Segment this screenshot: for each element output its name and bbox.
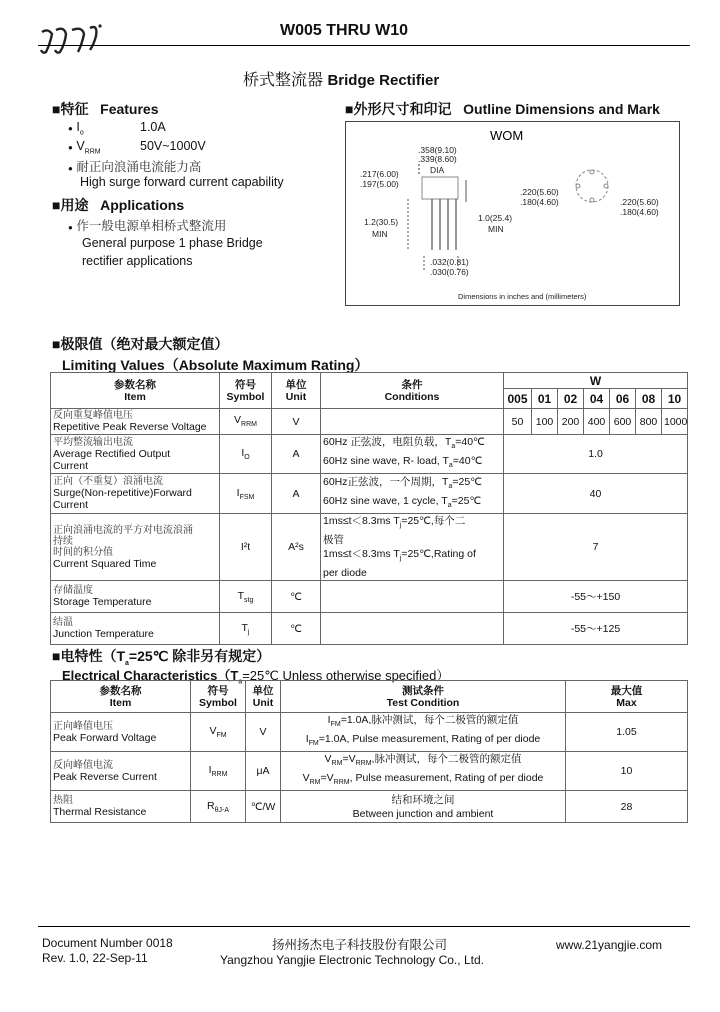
- document-title: W005 THRU W10: [280, 22, 409, 39]
- electrical-heading-cn: ■电特性（$T_a=25℃$ 除非另有规定）: [52, 648, 271, 667]
- suffix-cell: 08: [636, 389, 662, 409]
- subtitle-cn: 桥式整流器: [243, 72, 324, 89]
- package-body: [422, 177, 458, 199]
- dim-label: 1.0(25.4): [478, 213, 513, 223]
- dim-label: .220(5.60): [620, 197, 659, 207]
- outline-heading: [345, 99, 660, 119]
- suffix-cell: 02: [558, 389, 584, 409]
- application-en-2: rectifier applications: [82, 254, 193, 268]
- dim-label: .180(4.60): [520, 197, 559, 207]
- suffix-cell: 10: [662, 389, 688, 409]
- table-row: 正向（不重复）浪涌电流 Surge(Non-repetitive)Forward Current $I_{FSM}$ A 60Hz正弦波，一个周期，$T_a=25℃$ 60Hz sine wave, 1 cycle, $T_a=25℃$ 40: [51, 474, 688, 514]
- limiting-heading-en: Limiting Values（Absolute Maximum Rating）: [62, 357, 369, 373]
- table-row: 正向浪涌电流的平方对电流浪涌 持续 时间的积分值 Current Squared Time I²t A²s 1ms≤t＜8.3ms $T_j=25℃$,每个二 极管 1ms≤t＜8.3ms $T_j=25℃,Rating$ of per diode 7: [51, 514, 688, 581]
- features-heading: [52, 99, 159, 119]
- dim-label: MIN: [488, 224, 504, 234]
- table-row: 存储温度 Storage Temperature $T_{stg}$ ℃ -55～+150: [51, 581, 688, 613]
- dim-label: .030(0.76): [430, 267, 469, 277]
- application-cn: [68, 216, 226, 234]
- feature-surge-en: High surge forward current capability: [80, 175, 284, 189]
- io-symbol: I: [76, 120, 80, 134]
- doc-number: Document Number 0018: [42, 936, 173, 950]
- applications-heading-en: Applications: [100, 197, 185, 213]
- company-logo: [38, 22, 104, 56]
- col-w: W: [504, 373, 688, 389]
- bullet-icon: ●: [68, 223, 73, 232]
- dim-label: .032(0.81): [430, 257, 469, 267]
- pin-dot: [576, 184, 580, 188]
- table-row: 平均整流输出电流 Average Rectified Output Current $I_O$ A 60Hz 正弦波，电阻负载，$T_a=40℃$ 60Hz sine wave, R- load, $T_a=40℃$ 1.0: [51, 435, 688, 474]
- package-top-view: [576, 170, 608, 202]
- package-name: WOM: [490, 128, 524, 143]
- outline-box: [345, 121, 680, 306]
- revision: Rev. 1.0, 22-Sep-11: [42, 951, 148, 965]
- table-row: 正向峰值电压 Peak Forward Voltage $V_{FM}$ V $I_{FM}=1.0A$,脉冲测试，每个二极管的额定值 $I_{FM}=1.0A$, Pulse measurement, Rating of per diode 1.05: [51, 713, 688, 752]
- feature-io: [68, 120, 166, 137]
- table-header-row: 参数名称 Item 符号 Symbol 单位 Unit 测试条件 Test Condition 最大值 Max: [51, 681, 688, 713]
- company-cn: 扬州扬杰电子科技股份有限公司: [272, 938, 448, 952]
- dim-label: .339(8.60): [418, 154, 457, 164]
- bullet-icon: ●: [68, 143, 73, 152]
- website-link[interactable]: www.21yangjie.com: [556, 938, 663, 952]
- outline-heading-en: Outline Dimensions and Mark: [463, 101, 660, 117]
- io-sub: o: [79, 129, 84, 137]
- col-unit: 单位 Unit: [272, 373, 321, 409]
- page-subtitle: [243, 67, 439, 90]
- col-symbol: 符号 Symbol: [220, 373, 272, 409]
- suffix-cell: 005: [504, 389, 532, 409]
- package-drawing: [346, 122, 679, 305]
- io-value: 1.0A: [140, 120, 166, 134]
- bullet-icon: ●: [68, 164, 73, 173]
- vrrm-symbol: V: [76, 139, 85, 153]
- applications-heading-cn: ■用途: [52, 197, 89, 213]
- dim-label: DIA: [430, 165, 445, 175]
- pin-dot: [590, 198, 594, 202]
- title-rule: [38, 45, 690, 46]
- suffix-cell: 01: [532, 389, 558, 409]
- feature-surge: [68, 157, 201, 175]
- electrical-table: [50, 680, 688, 823]
- dim-label: .220(5.60): [520, 187, 559, 197]
- suffix-cell: 06: [610, 389, 636, 409]
- col-conditions: 条件 Conditions: [321, 373, 504, 409]
- table-row: 反向重复峰值电压 Repetitive Peak Reverse Voltage $V_{RRM}$ V 50 100 200 400 600 800 1000: [51, 409, 688, 435]
- dim-label: .180(4.60): [620, 207, 659, 217]
- features-heading-cn: ■特征: [52, 101, 89, 117]
- subtitle-en: Bridge Rectifier: [327, 72, 440, 89]
- pin-dot: [604, 184, 608, 188]
- application-cn-text: 作一般电源单相桥式整流用: [76, 219, 227, 233]
- suffix-cell: 04: [584, 389, 610, 409]
- feature-vrrm: [68, 139, 206, 156]
- table-row: 反向峰值电流 Peak Reverse Current $I_{RRM}$ μA $V_{RM}=V_{RRM}$,脉冲测试，每个二极管的额定值 $V_{RM}=V_{RRM}$, Pulse measurement, Rating of per diode 10: [51, 752, 688, 791]
- vrrm-value: 50V~1000V: [140, 139, 206, 153]
- limiting-heading-cn: ■极限值（绝对最大额定值）: [52, 336, 229, 352]
- features-heading-en: Features: [100, 101, 159, 117]
- dim-label: MIN: [372, 229, 388, 239]
- bullet-icon: ●: [68, 124, 73, 133]
- outline-heading-cn: ■外形尺寸和印记: [345, 101, 452, 117]
- dim-label: .217(6.00): [360, 169, 399, 179]
- vrrm-sub: RRM: [84, 148, 101, 156]
- dimensions-note: Dimensions in inches and (millimeters): [458, 292, 587, 301]
- electrical-heading-en: Electrical $Characteristics(T_a=25℃$ Unless otherwise specified）: [62, 668, 450, 686]
- company-en: Yangzhou Yangjie Electronic Technology Co., Ltd.: [220, 953, 484, 967]
- application-en-1: General purpose 1 phase Bridge: [82, 236, 263, 250]
- table-row: 结温 Junction Temperature $T_j$ ℃ -55～+125: [51, 613, 688, 645]
- limiting-values-table: [50, 372, 688, 645]
- footer-rule: [38, 926, 690, 927]
- dim-label: .358(9.10): [418, 145, 457, 155]
- col-item: 参数名称 Item: [51, 373, 220, 409]
- pin-dot: [590, 170, 594, 174]
- table-header-row: [51, 373, 688, 389]
- dim-label: .197(5.00): [360, 179, 399, 189]
- applications-heading: [52, 195, 184, 215]
- surge-cn: 耐正向浪涌电流能力高: [76, 160, 202, 174]
- table-row: 热阻 Thermal Resistance $R_{\theta J-A}$ ℃/W 结和环境之间 Between junction and ambient 28: [51, 791, 688, 823]
- dim-label: 1.2(30.5): [364, 217, 399, 227]
